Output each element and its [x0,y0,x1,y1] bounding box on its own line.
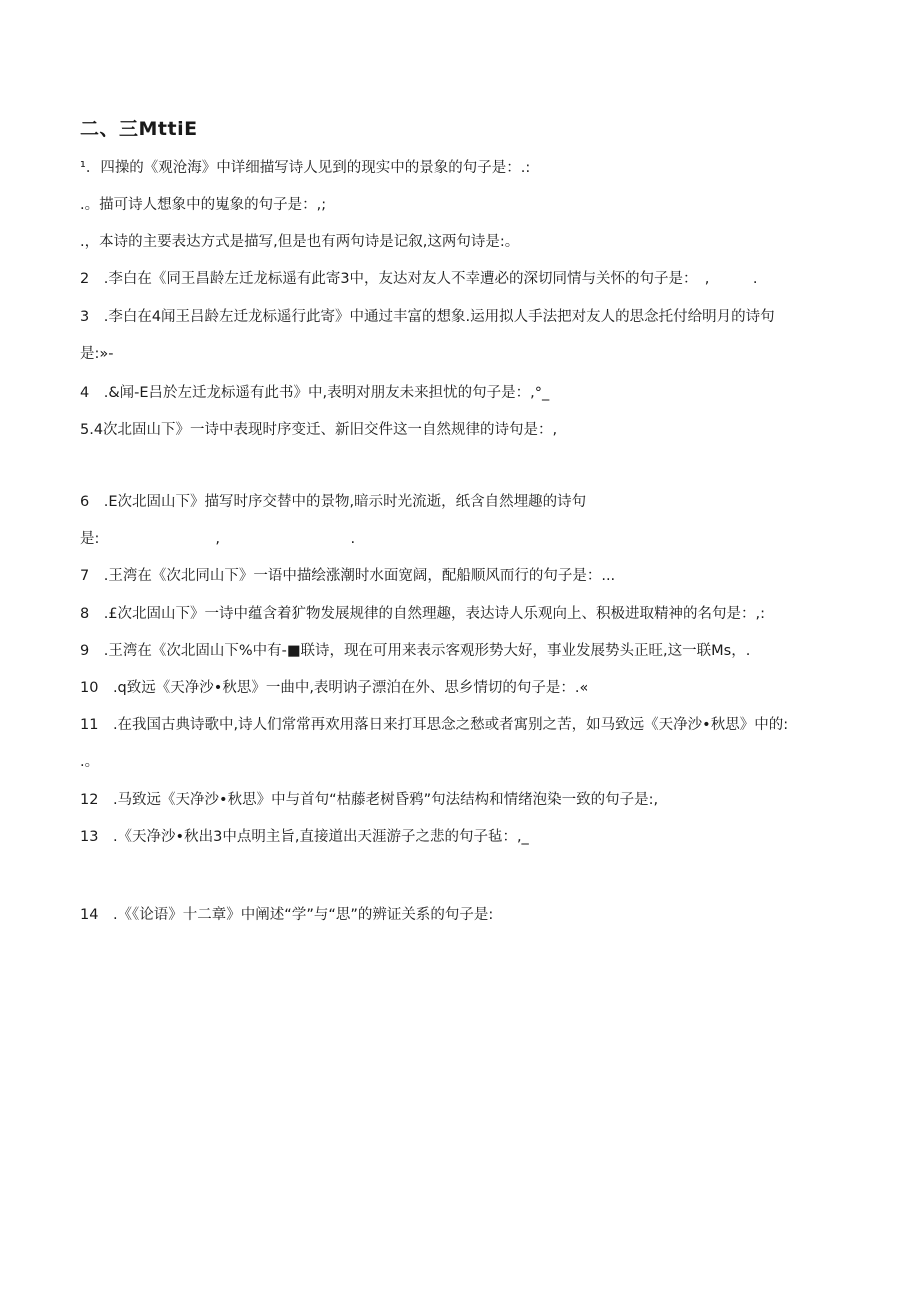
question-line: 3 .李白在4闻王吕龄左迁龙标遥行此寄》中通过丰富的想象.运用拟人手法把对友人的思念托付给明月的诗句 [80,309,775,325]
section-heading: 二、三MttiE [80,118,198,140]
question-line: 11 .在我国古典诗歌中,诗人们常常再欢用落日来打耳思念之愁或者寓别之苦，如马致远《天净沙•秋思》中的: [80,717,789,733]
question-line: 14 .《《论语》十二章》中阐述“学”与“思”的辨证关系的句子是: [80,907,494,923]
question-line: 2 .李白在《同王昌龄左迁龙标遥有此寄3中，友达对友人不幸遭必的深切同情与关怀的句子是： , . [80,271,758,287]
question-line: 4 .&闻-E吕於左迁龙标遥有此书》中,表明对朋友未来担忧的句子是：,°_ [80,385,550,401]
question-line: 5.4次北固山下》一诗中表现时序变迁、新旧交件这一自然规律的诗句是：, [80,422,558,438]
question-line: 是:»- [80,346,114,362]
question-line: 6 .E次北固山下》描写时序交替中的景物,暗示时光流逝，纸含自然埋趣的诗句 [80,494,587,510]
question-line: 12 .马致远《天净沙•秋思》中与首句“枯藤老树昏鸦”句法结构和情绪泡染一致的句子是:, [80,792,659,808]
question-line: 是: , . [80,531,356,547]
question-line: .。描可诗人想象中的嵬象的句子是：,; [80,197,327,213]
question-line: 10 .q致远《天净沙•秋思》一曲中,表明讷子漂泊在外、思乡情切的句子是：.« [80,680,589,696]
question-line: 13 .《天净沙•秋出3中点明主旨,直接道出天涯游子之悲的句子毡：,_ [80,829,529,845]
question-line: 7 .王湾在《次北同山下》一语中描绘涨潮时水面宽阔，配船顺风而行的句子是：... [80,568,616,584]
question-line: 9 .王湾在《次北固山下%中有-■联诗，现在可用来表示客观形势大好，事业发展势头正旺,这一联Ms，. [80,643,751,659]
question-line: ¹．四操的《观沧海》中详细描写诗人见到的现实中的景象的句子是：.: [80,160,531,176]
question-line: .。 [80,754,100,770]
question-line: 8 .£次北固山下》一诗中蕴含着犷物发展规律的自然理趣，表达诗人乐观向上、积极进取精神的名句是：,: [80,606,766,622]
question-line: .，本诗的主要表达方式是描写,但是也有两句诗是记叙,这两句诗是:。 [80,234,520,250]
